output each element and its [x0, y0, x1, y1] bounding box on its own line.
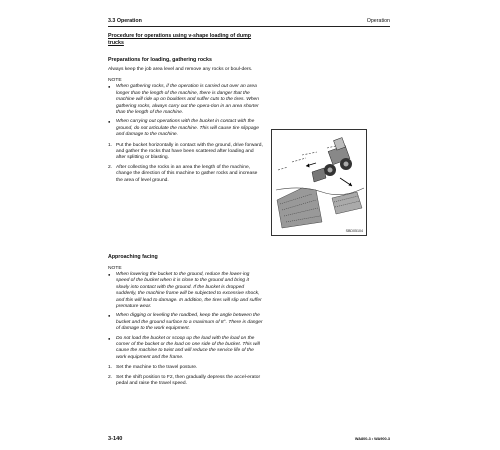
step-item [108, 143, 263, 162]
note-label: NOTE [108, 78, 122, 83]
preparations-heading: Preparations for loading, gathering rocks [108, 57, 212, 63]
step-text: Put the bucket horizontally in contact with the ground, drive forward, and gather the rocks that have been scattered after loading and after splitting or blasting. [116, 142, 263, 161]
step-number: 2. [108, 164, 113, 170]
preparations-section [108, 57, 263, 184]
loader-illustration [271, 129, 367, 236]
note-bullet: ● When digging or leveling the roadbed, keep the angle between the bucket and the ground surface to a maximum of 8°. There is danger of damage to the work equipment. [108, 313, 263, 332]
approaching-heading: Approaching facing [108, 254, 158, 260]
step-item [108, 375, 263, 388]
note-bullet: ● When lowering the bucket to the ground, reduce the lower-ing speed of the bucket when it is close to the ground and bring it slowly into contact with the ground. If the bucket is dropped suddenly, the machine frame will be subjected to excessive shock, and this will lead to damage. In addition, the tires will slip and suffer premature wear. [108, 272, 263, 310]
wheel-loader-drawing [272, 130, 366, 235]
section-label: 3.3 Operation [108, 18, 142, 24]
step-text: Set the machine to the travel posture. [116, 365, 198, 371]
step-number: 1. [108, 142, 113, 148]
step-text: Set the shift position to F2, then gradually depress the accel-erator pedal and raise the travel speed. [116, 374, 261, 387]
step-text: After collecting the rocks in an area the length of the machine, change the direction of this machine to gather rocks and increase the area of level ground. [116, 164, 258, 183]
header-divider [108, 26, 390, 27]
note-bullet: ● When gathering rocks, if the operation is carried out over an area longer than the length of the machine, there is danger that the machine will ride up on boulders and suffer cuts to the tires. When gathering rocks, always carry out the opera-tion in an area shorter than the length of the machine. [108, 84, 263, 116]
step-number: 2. [108, 374, 113, 380]
step-number: 1. [108, 365, 113, 371]
preparations-intro: Always keep the job area level and remove any rocks or boul-ders. [108, 66, 253, 72]
model-label: WA800-3 • WA900-3 [354, 437, 390, 441]
note-label: NOTE [108, 265, 122, 271]
chapter-label: Operation [366, 18, 390, 24]
note-bullet: ● When carrying out operations with the bucket in contact with the ground, do not articulate the machine. This will cause tire slippage and damage to the machine. [108, 119, 263, 138]
figure-code: SBD05104 [345, 229, 363, 233]
step-item [108, 165, 263, 184]
approaching-facing-section [108, 254, 263, 388]
procedure-title-line1: Procedure for operations using v-shape loading of dump [108, 33, 252, 39]
procedure-title [108, 33, 263, 46]
procedure-title-line2: trucks [108, 39, 124, 46]
note-bullet: ● Do not load the bucket or scoop up the load with the load on the corner of the bucket or the load on one side of the bucket. This will cause the machine to twist and will reduce the service life of the work equipment and the frame. [108, 336, 263, 362]
page-number: 3-140 [108, 436, 123, 442]
step-item [108, 365, 263, 371]
